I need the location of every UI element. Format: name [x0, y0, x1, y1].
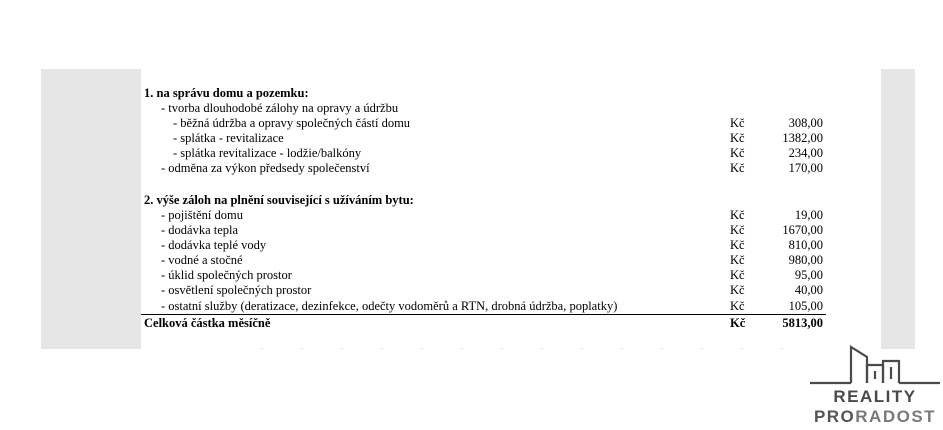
item-currency: Kč — [730, 116, 745, 130]
logo-radost: RADOST — [855, 407, 937, 426]
item-label: - odměna za výkon předsedy společenství — [161, 161, 370, 175]
item-currency: Kč — [730, 146, 745, 160]
faint-scan-line — [261, 348, 801, 349]
item-amount: 105,00 — [788, 299, 823, 313]
item-amount: 1670,00 — [782, 223, 823, 237]
item-currency: Kč — [730, 131, 745, 145]
item-amount: 1382,00 — [782, 131, 823, 145]
price-breakdown-document — [141, 69, 881, 349]
total-row — [144, 316, 826, 331]
item-currency: Kč — [730, 283, 745, 297]
section1-subheading: - tvorba dlouhodobé zálohy na opravy a údržbu — [161, 101, 399, 115]
item-currency: Kč — [730, 208, 745, 222]
item-label: - dodávka teplé vody — [161, 238, 267, 252]
total-label: Celková částka měsíčně — [144, 316, 271, 330]
section2-heading: 2. výše záloh na plnění související s užíváním bytu: — [144, 193, 414, 207]
item-label: - osvětlení společných prostor — [161, 283, 312, 297]
logo-line1: REALITY — [833, 387, 917, 406]
list-item — [161, 253, 826, 268]
item-currency: Kč — [730, 223, 745, 237]
item-label: - běžná údržba a opravy společných částí domu — [173, 116, 411, 130]
total-amount: 5813,00 — [782, 316, 823, 330]
item-currency: Kč — [730, 238, 745, 252]
list-item — [161, 208, 826, 223]
item-amount: 234,00 — [788, 146, 823, 160]
list-item — [161, 161, 826, 176]
list-item — [161, 283, 826, 298]
right-gray-margin — [881, 69, 915, 349]
reality-proradost-logo — [807, 343, 943, 430]
item-label: - dodávka tepla — [161, 223, 239, 237]
list-item — [173, 146, 826, 161]
list-item — [161, 223, 826, 238]
list-item — [173, 116, 826, 131]
item-label: - splátka revitalizace - lodžie/balkóny — [173, 146, 362, 160]
item-currency: Kč — [730, 268, 745, 282]
item-label: - vodné a stočné — [161, 253, 243, 267]
list-item — [161, 238, 826, 253]
list-item — [161, 268, 826, 283]
city-buildings-icon — [807, 343, 943, 385]
section1-heading: 1. na správu domu a pozemku: — [144, 86, 309, 100]
list-item — [161, 299, 826, 314]
item-amount: 40,00 — [794, 283, 823, 297]
list-item — [173, 131, 826, 146]
item-amount: 19,00 — [794, 208, 823, 222]
item-amount: 95,00 — [794, 268, 823, 282]
item-currency: Kč — [730, 253, 745, 267]
left-gray-margin — [41, 69, 141, 349]
logo-line2 — [807, 407, 943, 427]
item-currency: Kč — [730, 299, 745, 313]
item-label: - pojištění domu — [161, 208, 243, 222]
item-currency: Kč — [730, 161, 745, 175]
item-label: - splátka - revitalizace — [173, 131, 284, 145]
item-amount: 170,00 — [788, 161, 823, 175]
item-label: - ostatní služby (deratizace, dezinfekce, odečty vodoměrů a RTN, drobná údržba, poplatky) — [161, 299, 618, 313]
item-label: - úklid společných prostor — [161, 268, 292, 282]
total-currency: Kč — [730, 316, 746, 330]
item-amount: 308,00 — [788, 116, 823, 130]
total-divider — [141, 314, 826, 315]
item-amount: 980,00 — [788, 253, 823, 267]
logo-pro: PRO — [813, 407, 856, 426]
item-amount: 810,00 — [788, 238, 823, 252]
